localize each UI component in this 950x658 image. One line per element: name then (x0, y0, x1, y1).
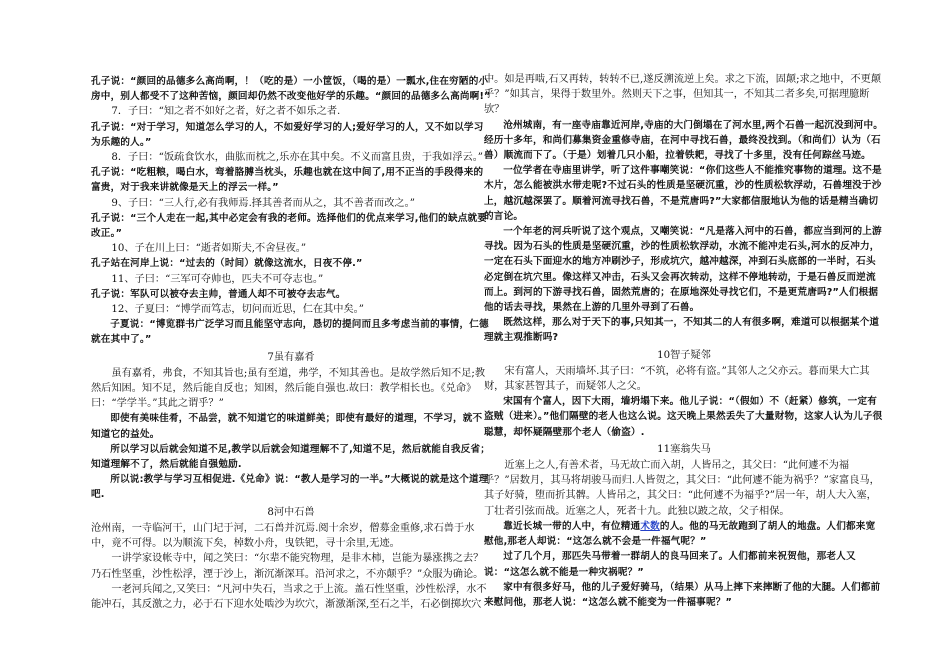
paragraph: 孔子说：军队可以被夺去主帅，普通人却不可被夺去志气。 (91, 288, 346, 300)
paragraph: 中。如是再啮,石又再转，转转不已,遂反溯流逆上矣。求之下流，固颠;求之地中，不更颠乎？”如其言，果得于数里外。然则天下之事，但知其一，不知其二者多矣,可据理臆断欤？ (484, 74, 882, 116)
paragraph: 家中有很多好马，他的儿子爱好骑马，（结果）从马上摔下来摔断了他的大腿。人们都前来慰问他，那老人说：“这怎么就不能变为一件福事呢？” (484, 581, 881, 608)
paragraph: 沧州南，一寺临河干，山门圮于河，二石兽并沉焉.阅十余岁，僧募金重修,求石兽于水中，竟不可得。以为顺流下矣，棹数小舟，曳铁钯，寻十余里,无迹。 (91, 522, 475, 550)
paragraph: 11、子曰：“三军可夺帅也，匹夫不可夺志也。” (111, 273, 324, 285)
paragraph: 所以说:教学与学习互相促进.《兑命》说：“教人是学习的一半。”大概说的就是这个道理吧. (91, 474, 489, 501)
paragraph: 孔子说：“三个人走在一起,其中必定会有我的老师。选择他们的优点来学习,他们的缺点就要改正。” (91, 212, 488, 240)
paragraph: 过了几个月，那匹失马带着一群胡人的良马回来了。人们都前来祝贺他，那老人又说：“这怎么就不能是一种灾祸呢？” (484, 551, 856, 578)
paragraph: 一老河兵闻之,又笑曰：“凡河中失石，当求之于上流。盖石性坚重，沙性松浮，水不能冲石，其反激之力，必于石下迎水处啮沙为坎穴，渐激渐深,至石之半，石必倒掷坎穴 (91, 583, 487, 610)
paragraph: 靠近长城一带的人中，有位精通术数的人。他的马无故跑到了胡人的地盘。人们都来宽慰他,那老人却说：“这怎么就不会是一件福气呢？” (484, 520, 876, 548)
paragraph: 7．子曰：“知之者不如好之者，好之者不如乐之者. (111, 106, 341, 118)
paragraph: 即使有美味佳肴，不品尝，就不知道它的味道鲜美；即使有最好的道理，不学习，就不知道它的益处。 (91, 413, 483, 440)
underlined-word-link[interactable]: 术数 (640, 520, 660, 532)
paragraph: 10、子在川上曰：“逝者如斯夫,不舍昼夜。” (111, 243, 307, 255)
paragraph: 近塞上之人,有善术者，马无故亡而入胡，人皆吊之，其父曰：“此何遽不为福乎？”居数月，其马将胡骏马而归.人皆贺之，其父曰：“此何遽不能为祸乎？”家富良马，其子好骑，堕而折其髀。人皆吊之，其父曰：“此何遽不为福乎?”居一年，胡人大入塞，丁壮者引弦而战。近塞之人，死者十九。此独以跛之故，父子相保。 (484, 460, 880, 517)
paragraph: 一位学者在寺庙里讲学，听了这件事嘲笑说：“你们这些人不能推究事物的道理。这不是木片，怎么能被洪水带走呢?不过石头的性质是坚硬沉重，沙的性质松软浮动，石兽埋没于沙上，越沉越深罢了。顺着河流寻找石兽，不是荒唐吗?”大家都信服地认为他的话是精当确切的言论。 (484, 165, 882, 222)
paragraph: 一个年老的河兵听说了这个观点，又嘲笑说：“凡是落入河中的石兽，都应当到河的上游寻找。因为石头的性质是坚硬沉重，沙的性质松软浮动，水流不能冲走石头,河水的反冲力，一定在石头下面迎水的地方冲刷沙子，形成坑穴，越冲越深，冲到石头底部的一半时，石头必定倒在坑穴里。像这样又冲击，石头又会再次转动，这样不停地转动，于是石兽反而逆流而上。到河的下游寻找石兽，固然荒唐的；在原地深处寻找它们，不是更荒唐吗?”人们根据他的话去寻找，果然在上游的几里外寻到了石兽。 (484, 226, 882, 314)
paragraph: 子夏说：“博览群书广泛学习而且能坚守志向，恳切的提问而且多考虑当前的事情，仁德就在其中了。” (91, 319, 489, 346)
paragraph: 沧州城南，有一座寺庙靠近河岸,寺庙的大门倒塌在了河水里,两个石兽一起沉没到河中。经历十多年，和尚们募集资金重修寺庙，在河中寻找石兽，最终没找到。（和尚们）认为（石兽）顺流而下了。（于是）划着几只小船，拉着铁耙，寻找了十多里，没有任何踪丝马迹。 (484, 119, 884, 162)
paragraph: 既然这样，那么对于天下的事,只知其一，不知其二的人有很多啊，难道可以根据某个道理就主观推断吗? (484, 317, 880, 344)
left-column (91, 74, 491, 612)
paragraph: 孔子说：“对于学习，知道怎么学习的人，不如爱好学习的人;爱好学习的人，又不如以学习为乐趣的人。” (91, 121, 484, 148)
paragraph: 孔子站在河岸上说：“过去的（时间）就像这流水，日夜不停.” (91, 258, 363, 270)
paragraph: 孔子说：“颜回的品德多么高尚啊，！（吃的是）一小筐饭，（喝的是）一瓢水,住在穷陋的小房中，别人都受不了这种苦恼，颜回却仍然不改变他好学的乐趣。“颜回的品德多么高尚啊!” (91, 76, 491, 103)
paragraph: 8．子曰：“饭疏食饮水，曲肱而枕之,乐亦在其中矣。不义而富且贵，于我如浮云。” (111, 152, 483, 164)
paragraph: 12、子夏曰：“博学而笃志，切问而近思，仁在其中矣。” (111, 304, 364, 316)
paragraph: 孔子说：“吃粗粮，喝白水，弯着胳膊当枕头，乐趣也就在这中间了,用不正当的手段得来的富贵，对于我来讲就像是天上的浮云一样。” (91, 167, 484, 194)
paragraph: 9、子曰：“三人行,必有我师焉.择其善者而从之，其不善者而改之。” (111, 197, 415, 209)
section-heading: 11塞翁失马 (657, 443, 711, 455)
section-heading: 8河中石兽 (267, 506, 315, 518)
section-heading: 10智子疑邻 (657, 349, 711, 361)
paragraph: 虽有嘉肴，弗食，不知其旨也;虽有至道，弗学，不知其善也。是故学然后知不足;教然后知困。知不足，然后能自反也；知困，然后能自强也.故曰：教学相长也。《兑命》曰：“学学半。”其此之谓乎？” (91, 367, 486, 410)
paragraph: 所以学习以后就会知道不足,教学以后就会知道理解不了,知道不足，然后就能自我反省；知道理解不了，然后就能自强勉励. (91, 443, 491, 471)
paragraph: 宋有富人，天雨墙坏.其子曰：“不筑，必将有盗。”其邻人之父亦云。暮而果大亡其财，其家甚智其子，而疑邻人之父。 (484, 365, 870, 393)
paragraph: 宋国有个富人，因下大雨，墙坍塌下来。他儿子说：“（假如）不（赶紧）修筑，一定有盗贼（进来）。”他们隔壁的老人也这么说。这天晚上果然丢失了大量财物，这家人认为儿子很聪慧，却怀疑隔壁那个老人（偷盗）. (484, 396, 883, 438)
section-heading: 7虽有嘉肴 (267, 351, 315, 363)
right-column (484, 72, 884, 610)
paragraph: 一讲学家设帐寺中，闻之笑曰：“尔辈不能究物理，是非木柿，岂能为暴涨携之去？乃石性坚重，沙性松浮，湮于沙上，渐沉渐深耳。沿河求之，不亦颠乎？”众服为确论。 (91, 553, 484, 580)
